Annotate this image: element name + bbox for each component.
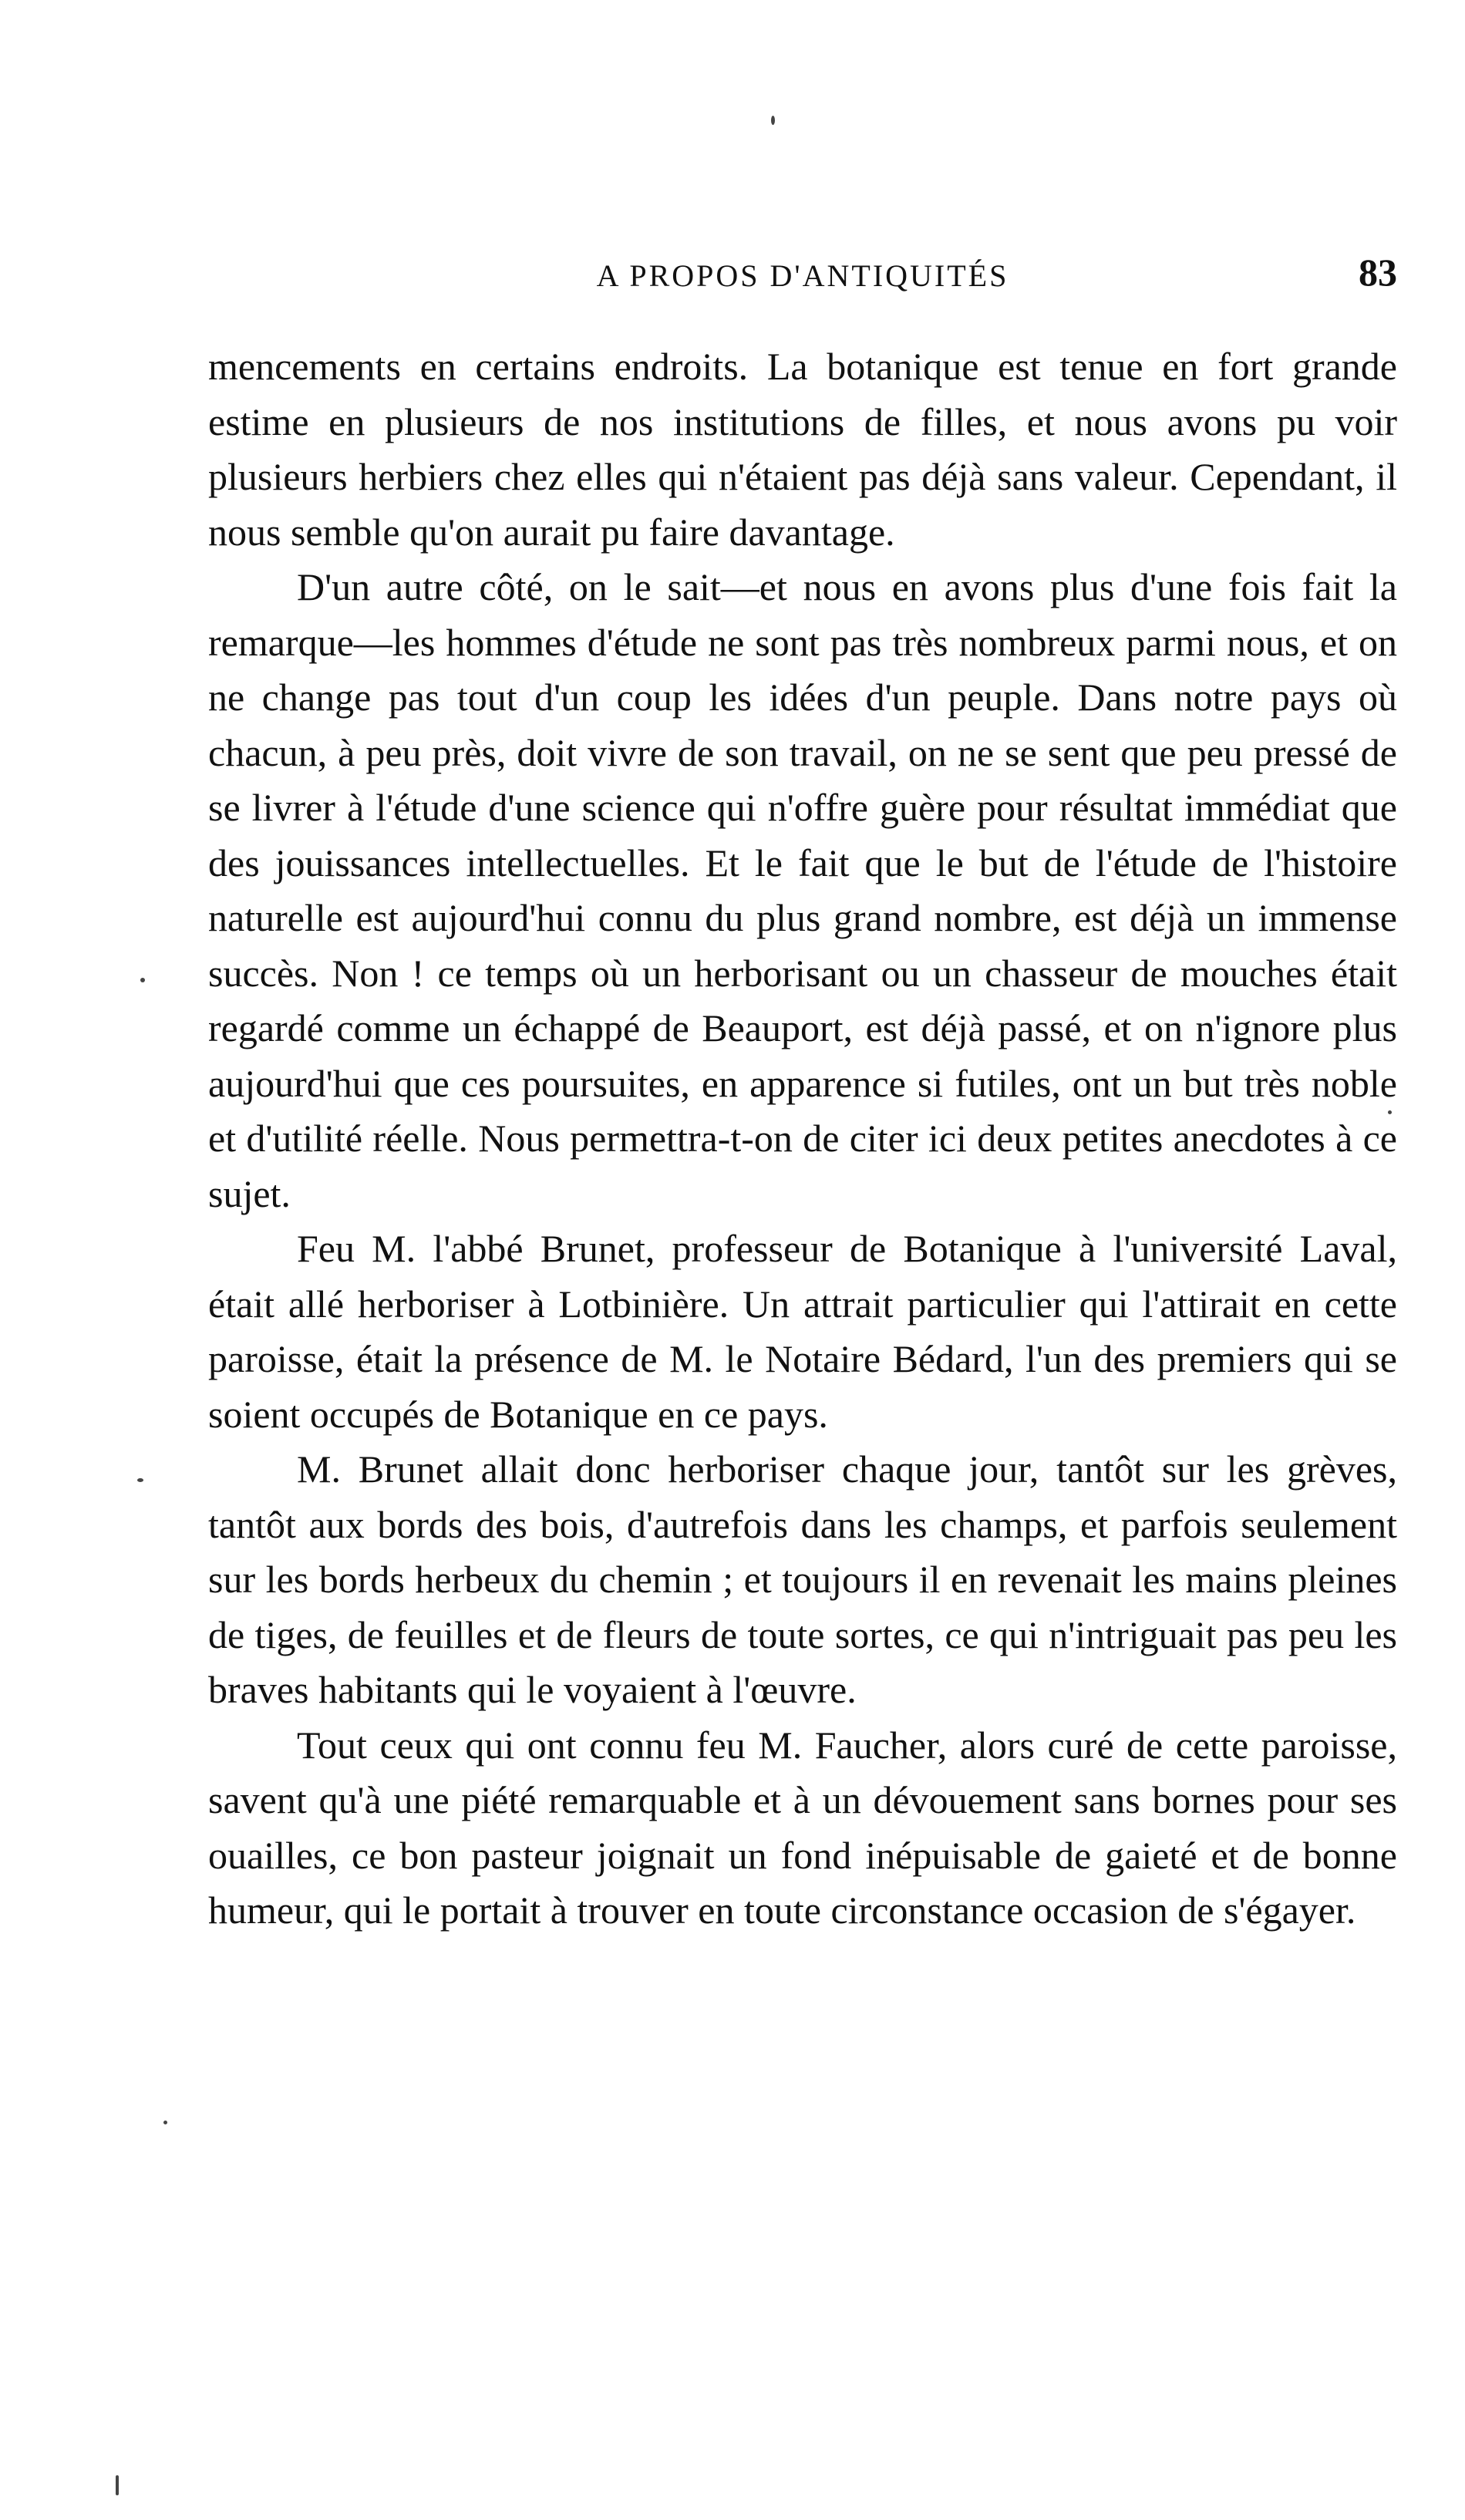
running-head [208, 247, 1397, 301]
scan-speck [137, 1478, 143, 1482]
scan-speck [771, 116, 775, 125]
scan-speck [140, 978, 145, 982]
scan-speck [163, 2121, 167, 2124]
scan-speck [1388, 1110, 1392, 1114]
page-number: 83 [1359, 251, 1397, 294]
body-text [208, 339, 1397, 1939]
running-title: A PROPOS D'ANTIQUITÉS [596, 258, 1009, 293]
paragraph: M. Brunet allait donc herboriser chaque jour, tantôt sur les grèves, tantôt aux bords des bois, d'autrefois dans les champs, et parfois seulement sur les bords herbeux du chemin ; et toujours il en revenait les mains pleines de tiges, de feuilles et de fleurs de toute sortes, ce qui n'intriguait pas peu les braves habitants qui le voyaient à l'œuvre. [208, 1447, 1397, 1711]
paragraph: D'un autre côté, on le sait—et nous en avons plus d'une fois fait la remarque—les hommes d'étude ne sont pas très nombreux parmi nous, et on ne change pas tout d'un coup les idées d'un peuple. Dans notre pays où chacun, à peu près, doit vivre de son travail, on ne se sent que peu pressé de se livrer à l'étude d'une science qui n'offre guère pour résultat immédiat que des jouissances intellectuelles. Et le fait que le but de l'étude de l'histoire naturelle est aujourd'hui connu du plus grand nombre, est déjà un immense succès. Non ! ce temps où un herborisant ou un chasseur de mouches était regardé comme un échappé de Beauport, est déjà passé, et on n'ignore plus aujourd'hui que ces poursuites, en apparence si futiles, ont un but très noble et d'utilité réelle. Nous permettra-t-on de citer ici deux petites anecdotes à ce sujet. [208, 565, 1397, 1215]
paragraph: mencements en certains endroits. La botanique est tenue en fort grande estime en plusieurs de nos institutions de filles, et nous avons pu voir plusieurs herbiers chez elles qui n'étaient pas déjà sans valeur. Cependant, il nous semble qu'on aurait pu faire davantage. [208, 345, 1397, 554]
paragraph: Tout ceux qui ont connu feu M. Faucher, alors curé de cette paroisse, savent qu'à une piété remarquable et à un dévouement sans bornes pour ses ouailles, ce bon pasteur joignait un fond inépuisable de gaieté et de bonne humeur, qui le portait à trouver en toute circonstance occasion de s'égayer. [208, 1723, 1397, 1932]
scan-speck [116, 2475, 119, 2495]
paragraph: Feu M. l'abbé Brunet, professeur de Botanique à l'université Laval, était allé herboriser à Lotbinière. Un attrait particulier qui l'attirait en cette paroisse, était la présence de M. le Notaire Bédard, l'un des premiers qui se soient occupés de Botanique en ce pays. [208, 1227, 1397, 1436]
